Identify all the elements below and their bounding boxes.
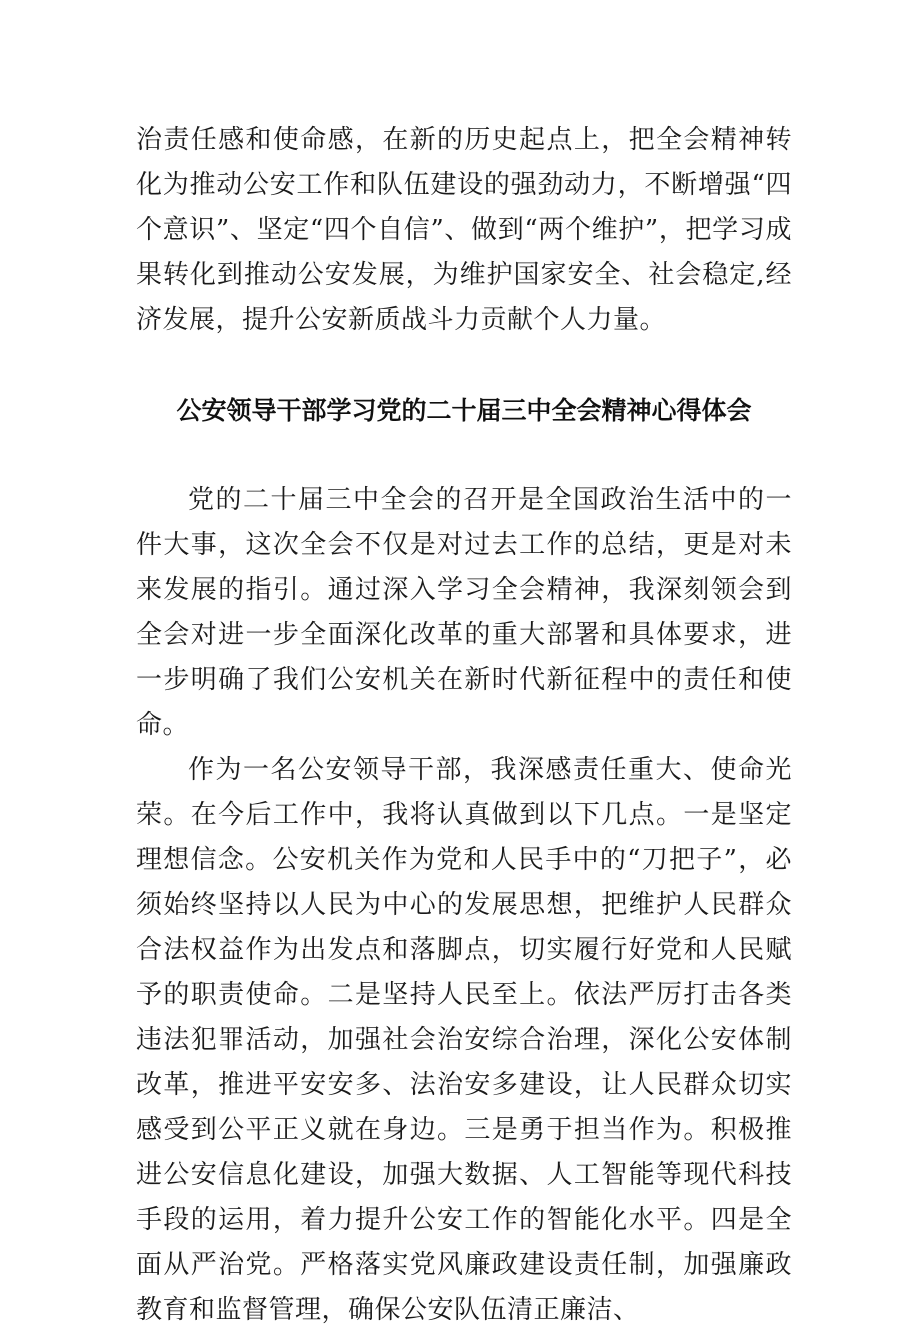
document-body [136, 118, 792, 1333]
continuation-paragraph: 治责任感和使命感，在新的历史起点上，把全会精神转化为推动公安工作和队伍建设的强劲动力，不断增强“四个意识”、坚定“四个自信”、做到“两个维护”，把学习成果转化到推动公安发展，为维护国家安全、社会稳定,经济发展，提升公安新质战斗力贡献个人力量。 [136, 125, 792, 335]
section-title: 公安领导干部学习党的二十届三中全会精神心得体会 [176, 396, 752, 425]
body-paragraph-1: 党的二十届三中全会的召开是全国政治生活中的一件大事，这次全会不仅是对过去工作的总结，更是对未来发展的指引。通过深入学习全会精神，我深刻领会到全会对进一步全面深化改革的重大部署和具体要求，进一步明确了我们公安机关在新时代新征程中的责任和使命。 [136, 485, 792, 740]
body-paragraph-2: 作为一名公安领导干部，我深感责任重大、使命光荣。在今后工作中，我将认真做到以下几点。一是坚定理想信念。公安机关作为党和人民手中的“刀把子”，必须始终坚持以人民为中心的发展思想，把维护人民群众合法权益作为出发点和落脚点，切实履行好党和人民赋予的职责使命。二是坚持人民至上。依法严厉打击各类违法犯罪活动，加强社会治安综合治理，深化公安体制改革，推进平安安多、法治安多建设，让人民群众切实感受到公平正义就在身边。三是勇于担当作为。积极推进公安信息化建设，加强大数据、人工智能等现代科技手段的运用，着力提升公安工作的智能化水平。四是全面从严治党。严格落实党风廉政建设责任制，加强廉政教育和监督管理，确保公安队伍清正廉洁、 [136, 755, 792, 1325]
